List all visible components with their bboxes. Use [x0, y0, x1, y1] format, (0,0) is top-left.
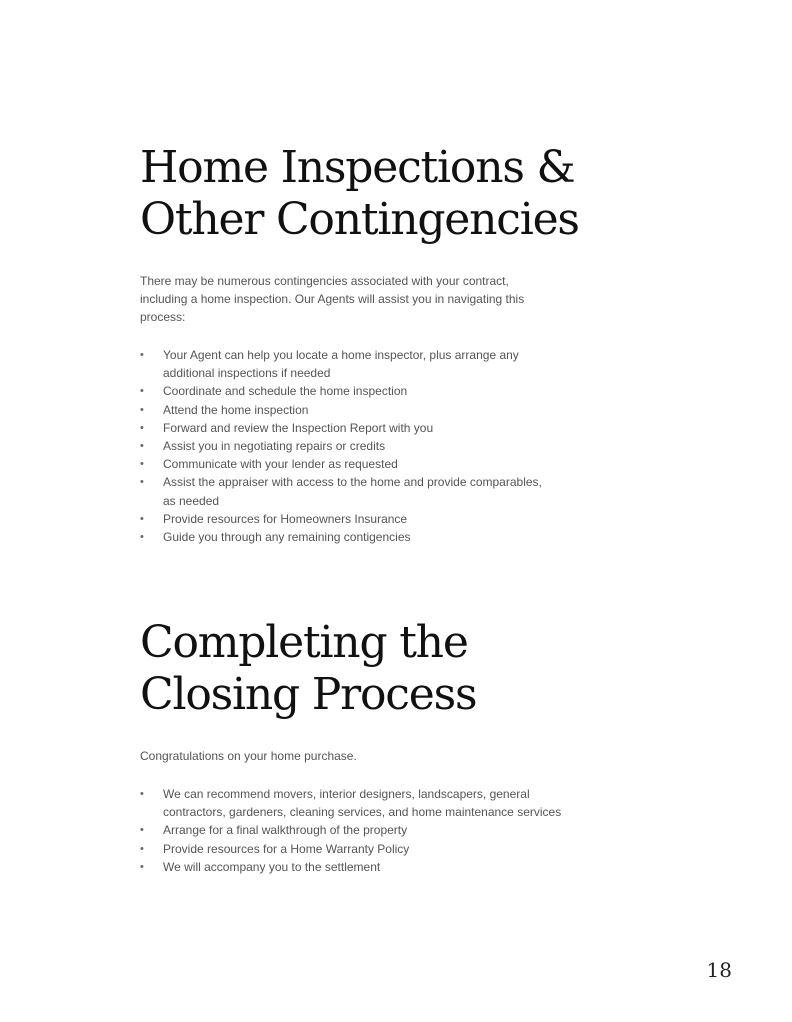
section-intro: There may be numerous contingencies associated with your contract, including a home inspection. Our Agents will assist you in navigating this process: [140, 274, 525, 324]
list-item [140, 455, 550, 473]
list-item [140, 510, 550, 528]
heading-line: Home Inspections & [140, 142, 575, 193]
list-item-text: Assist you in negotiating repairs or credits [163, 439, 386, 454]
bullet-icon: • [140, 385, 144, 398]
list-item [140, 528, 550, 546]
bullet-icon: • [140, 476, 144, 489]
list-item-text: Coordinate and schedule the home inspection [163, 384, 408, 399]
section-heading [140, 142, 640, 246]
closing-process-section [140, 617, 640, 876]
list-item-text: Forward and review the Inspection Report with you [163, 420, 434, 435]
list-item-text: Arrange for a final walkthrough of the property [163, 823, 408, 838]
list-item [140, 840, 570, 858]
section-heading [140, 617, 640, 721]
list-item-text: Provide resources for a Home Warranty Policy [163, 841, 410, 856]
bullet-icon: • [140, 512, 144, 525]
list-item-text: Assist the appraiser with access to the home and provide comparables, as needed [163, 475, 542, 508]
list-item-text: We will accompany you to the settlement [163, 859, 381, 874]
bullet-icon: • [140, 403, 144, 416]
heading-line: Closing Process [140, 669, 477, 720]
list-item-text: Your Agent can help you locate a home inspector, plus arrange any additional inspections if needed [163, 348, 519, 381]
bullet-icon: • [140, 842, 144, 855]
list-item [140, 473, 550, 509]
list-item-text: Communicate with your lender as requested [163, 457, 398, 472]
bullet-icon: • [140, 349, 144, 361]
bullet-icon: • [140, 788, 144, 800]
page-number: 18 [706, 958, 732, 982]
section-intro: Congratulations on your home purchase. [140, 749, 357, 763]
list-item [140, 858, 570, 876]
list-item-text: Attend the home inspection [163, 402, 309, 417]
bullet-icon: • [140, 860, 144, 873]
bullet-icon: • [140, 531, 144, 544]
list-item-text: Provide resources for Homeowners Insurance [163, 511, 408, 526]
list-item [140, 437, 550, 455]
heading-line: Completing the [140, 617, 468, 668]
list-item [140, 346, 550, 382]
list-item-text: We can recommend movers, interior designers, landscapers, general contractors, gardeners, cleaning services, and home maintenance services [163, 787, 562, 820]
heading-line: Other Contingencies [140, 194, 579, 245]
bullet-icon: • [140, 421, 144, 434]
bullet-icon: • [140, 440, 144, 453]
bullet-icon: • [140, 458, 144, 471]
home-inspections-section [140, 142, 640, 546]
list-item [140, 785, 570, 821]
list-item-text: Guide you through any remaining contigencies [163, 530, 411, 545]
bullet-list [140, 785, 570, 876]
list-item [140, 821, 570, 839]
bullet-list [140, 346, 550, 546]
list-item [140, 401, 550, 419]
bullet-icon: • [140, 824, 144, 837]
list-item [140, 382, 550, 400]
list-item [140, 419, 550, 437]
